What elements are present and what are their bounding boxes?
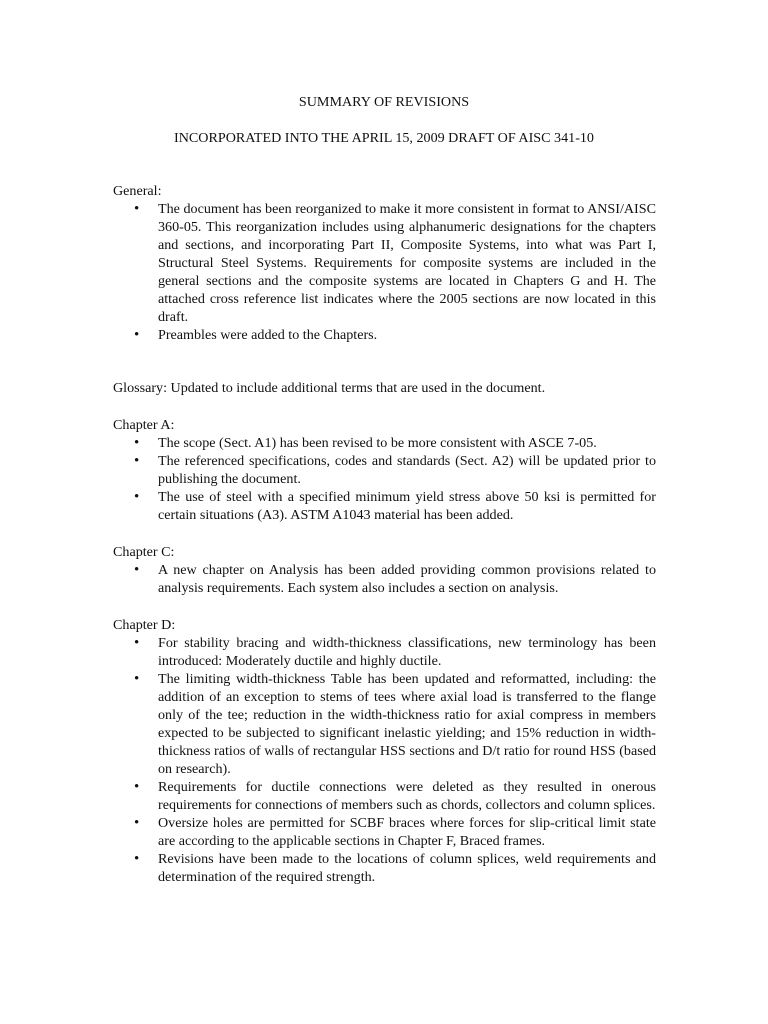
section-chapter-c (113, 543, 656, 597)
glossary-paragraph: Glossary: Updated to include additional terms that are used in the document. (113, 380, 546, 396)
list-item: • The scope (Sect. A1) has been revised to be more consistent with ASCE 7-05. (113, 434, 656, 452)
document-body (113, 182, 656, 886)
list-item: • The use of steel with a specified minimum yield stress above 50 ksi is permitted for certain situations (A3). ASTM A1043 material has been added. (113, 488, 656, 524)
section-chapter-a (113, 416, 656, 524)
section-general (113, 182, 656, 344)
bullet-list-general (113, 200, 656, 344)
list-item: • A new chapter on Analysis has been added providing common provisions related to analysis requirements. Each system also includes a section on analysis. (113, 561, 656, 597)
list-item: • Requirements for ductile connections were deleted as they resulted in onerous requirements for connections of members such as chords, collectors and column splices. (113, 778, 656, 814)
section-heading-chapter-c: Chapter C: (113, 544, 175, 560)
bullet-list-chapter-a (113, 434, 656, 524)
list-item: • The limiting width-thickness Table has been updated and reformatted, including: the addition of an exception to stems of tees where axial load is transferred to the flange only of the tee; reduction in the width-thickness ratio for axial compress in members expected to be subjected to significant inelastic yielding; and 15% reduction in width-thickness ratios of walls of rectangular HSS sections and D/t ratio for round HSS (based on research). (113, 670, 656, 778)
list-item: • The referenced specifications, codes and standards (Sect. A2) will be updated prior to publishing the document. (113, 452, 656, 488)
section-heading-chapter-d: Chapter D: (113, 617, 176, 633)
section-heading-chapter-a: Chapter A: (113, 417, 175, 433)
section-glossary (113, 379, 656, 397)
bullet-list-chapter-c (113, 561, 656, 597)
section-heading-general: General: (113, 183, 162, 199)
list-item: • The document has been reorganized to make it more consistent in format to ANSI/AISC 360-05. This reorganization includes using alphanumeric designations for the chapters and sections, and incorporating Part II, Composite Systems, into what was Part I, Structural Steel Systems. Requirements for composite systems are included in the general sections and the composite systems are located in Chapters G and H. The attached cross reference list indicates where the 2005 sections are now located in this draft. (113, 200, 656, 326)
section-chapter-d (113, 616, 656, 886)
list-item: • Oversize holes are permitted for SCBF braces where forces for slip-critical limit state are according to the applicable sections in Chapter F, Braced frames. (113, 814, 656, 850)
list-item: • For stability bracing and width-thickness classifications, new terminology has been introduced: Moderately ductile and highly ductile. (113, 634, 656, 670)
document-title: SUMMARY OF REVISIONS (298, 94, 470, 110)
bullet-list-chapter-d (113, 634, 656, 886)
list-item: • Preambles were added to the Chapters. (113, 326, 656, 344)
list-item: • Revisions have been made to the locations of column splices, weld requirements and determination of the required strength. (113, 850, 656, 886)
document-subtitle: INCORPORATED INTO THE APRIL 15, 2009 DRAFT OF AISC 341-10 (174, 130, 594, 146)
